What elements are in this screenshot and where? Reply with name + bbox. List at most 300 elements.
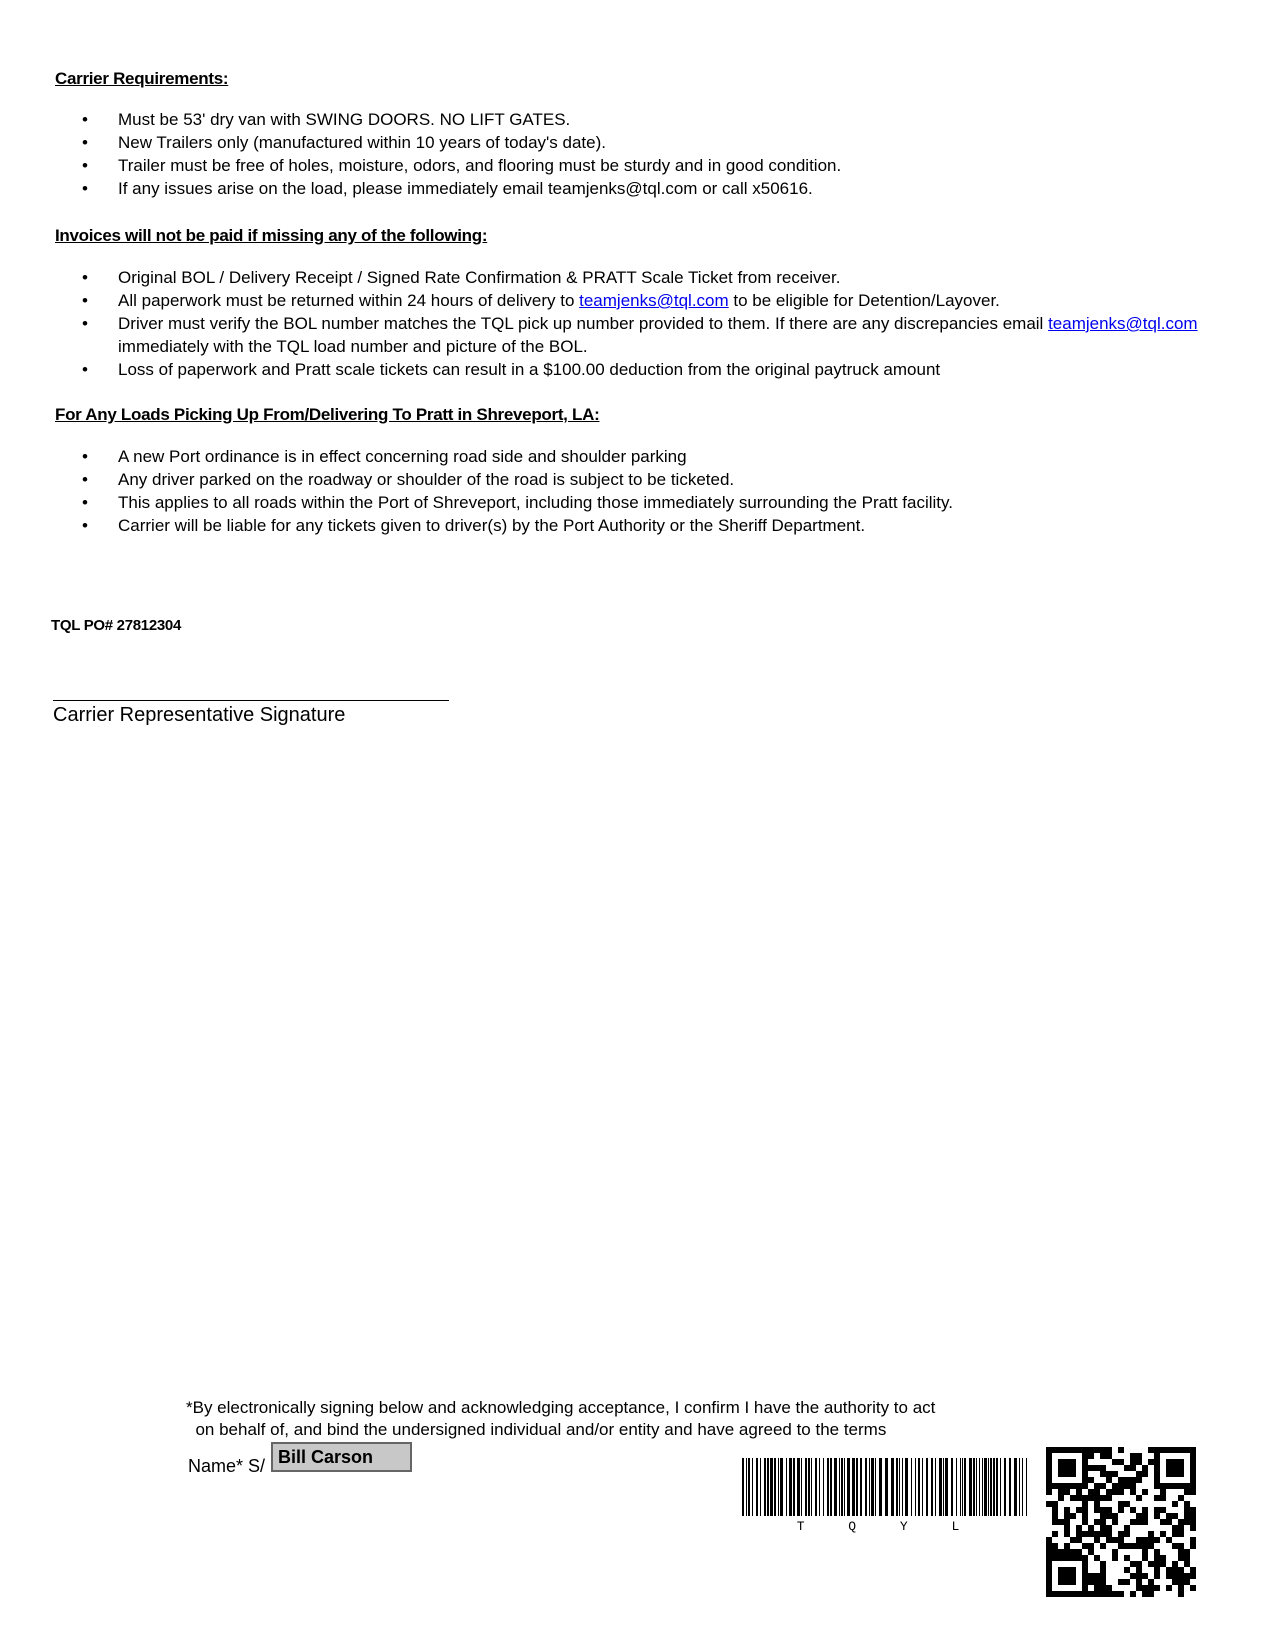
qr-module <box>1112 1489 1118 1495</box>
qr-module <box>1088 1453 1094 1459</box>
qr-module <box>1172 1459 1178 1465</box>
qr-module <box>1184 1573 1190 1579</box>
barcode-bar <box>875 1458 876 1516</box>
qr-module <box>1190 1471 1196 1477</box>
qr-module <box>1058 1567 1064 1573</box>
qr-module <box>1046 1555 1052 1561</box>
qr-module <box>1160 1507 1166 1513</box>
email-link[interactable]: teamjenks@tql.com <box>579 291 729 310</box>
qr-module <box>1112 1483 1118 1489</box>
qr-module <box>1082 1519 1088 1525</box>
qr-module <box>1184 1561 1190 1567</box>
qr-module <box>1136 1543 1142 1549</box>
qr-module <box>1076 1507 1082 1513</box>
invoices-list <box>82 266 1275 381</box>
barcode-bar <box>789 1458 792 1516</box>
qr-module <box>1154 1549 1160 1555</box>
qr-module <box>1154 1507 1160 1513</box>
barcode-bar <box>748 1458 750 1516</box>
qr-module <box>1064 1555 1070 1561</box>
qr-module <box>1046 1501 1052 1507</box>
qr-module <box>1046 1579 1052 1585</box>
qr-module <box>1172 1483 1178 1489</box>
barcode-bar <box>984 1458 987 1516</box>
qr-module <box>1106 1489 1112 1495</box>
qr-module <box>1172 1513 1178 1519</box>
qr-module <box>1106 1453 1112 1459</box>
invoices-heading: Invoices will not be paid if missing any of the following: <box>55 226 488 245</box>
qr-module <box>1136 1537 1142 1543</box>
qr-module <box>1094 1573 1100 1579</box>
qr-module <box>1118 1477 1124 1483</box>
barcode-bar <box>926 1458 928 1516</box>
qr-module <box>1184 1507 1190 1513</box>
qr-module <box>1058 1447 1064 1453</box>
qr-module <box>1046 1483 1052 1489</box>
qr-module <box>1130 1459 1136 1465</box>
barcode-bar <box>973 1458 975 1516</box>
qr-module <box>1160 1555 1166 1561</box>
qr-module <box>1130 1573 1136 1579</box>
barcode-bar <box>746 1458 747 1516</box>
barcode-bar <box>778 1458 779 1516</box>
barcode-bar <box>805 1458 807 1516</box>
qr-module <box>1070 1573 1076 1579</box>
qr-module <box>1160 1447 1166 1453</box>
qr-module <box>1172 1567 1178 1573</box>
qr-module <box>1082 1531 1088 1537</box>
qr-module <box>1148 1579 1154 1585</box>
qr-module <box>1166 1483 1172 1489</box>
barcode-bar <box>1014 1458 1017 1516</box>
barcode-bar <box>902 1458 903 1516</box>
qr-module <box>1094 1555 1100 1561</box>
qr-module <box>1142 1585 1148 1591</box>
qr-module <box>1178 1531 1184 1537</box>
qr-module <box>1142 1489 1148 1495</box>
qr-module <box>1142 1573 1148 1579</box>
barcode-bar <box>911 1458 912 1516</box>
qr-module <box>1076 1531 1082 1537</box>
qr-module <box>1160 1531 1166 1537</box>
qr-module <box>1124 1567 1130 1573</box>
qr-module <box>1178 1483 1184 1489</box>
signature-label: Carrier Representative Signature <box>53 704 346 726</box>
barcode-bar <box>891 1458 894 1516</box>
qr-module <box>1112 1471 1118 1477</box>
qr-module <box>1094 1507 1100 1513</box>
qr-module <box>1100 1591 1106 1597</box>
list-item: • Driver must verify the BOL number matches the TQL pick up number provided to them. If there are any discrepancies email teamjenks@tql.com immediately with the TQL load number and picture of the BOL. <box>82 312 1275 358</box>
barcode-bar <box>993 1458 995 1516</box>
qr-module <box>1058 1573 1064 1579</box>
qr-module <box>1082 1513 1088 1519</box>
name-label: Name* S/ <box>188 1456 266 1476</box>
qr-module <box>1046 1561 1052 1567</box>
list-item: • A new Port ordinance is in effect concerning road side and shoulder parking <box>82 445 953 468</box>
qr-module <box>1064 1573 1070 1579</box>
qr-module <box>1184 1579 1190 1585</box>
qr-module <box>1076 1537 1082 1543</box>
qr-module <box>1142 1537 1148 1543</box>
qr-module <box>1136 1459 1142 1465</box>
qr-module <box>1100 1507 1106 1513</box>
qr-module <box>1064 1489 1070 1495</box>
barcode-bar <box>922 1458 923 1516</box>
qr-module <box>1046 1459 1052 1465</box>
qr-module <box>1154 1459 1160 1465</box>
qr-module <box>1136 1513 1142 1519</box>
qr-module <box>1070 1459 1076 1465</box>
barcode-bar <box>830 1458 832 1516</box>
barcode-bar <box>844 1458 845 1516</box>
qr-module <box>1064 1549 1070 1555</box>
barcode-bar <box>811 1458 812 1516</box>
qr-module <box>1172 1501 1178 1507</box>
qr-module <box>1064 1447 1070 1453</box>
qr-module <box>1058 1549 1064 1555</box>
qr-module <box>1136 1567 1142 1573</box>
name-signature-field[interactable]: Bill Carson <box>271 1442 412 1472</box>
qr-module <box>1082 1477 1088 1483</box>
qr-module <box>1166 1513 1172 1519</box>
barcode-bar <box>988 1458 989 1516</box>
qr-module <box>1082 1585 1088 1591</box>
qr-module <box>1118 1501 1124 1507</box>
qr-module <box>1148 1459 1154 1465</box>
qr-module <box>1046 1567 1052 1573</box>
qr-module <box>1190 1519 1196 1525</box>
qr-module <box>1070 1555 1076 1561</box>
barcode-bar <box>1026 1458 1027 1516</box>
qr-module <box>1190 1483 1196 1489</box>
qr-module <box>1112 1591 1118 1597</box>
qr-module <box>1082 1591 1088 1597</box>
barcode-bar <box>899 1458 900 1516</box>
qr-module <box>1184 1489 1190 1495</box>
qr-module <box>1064 1507 1070 1513</box>
qr-module <box>1166 1567 1172 1573</box>
qr-module <box>1124 1483 1130 1489</box>
qr-module <box>1082 1573 1088 1579</box>
qr-module <box>1106 1507 1112 1513</box>
qr-module <box>1112 1537 1118 1543</box>
qr-module <box>1106 1495 1112 1501</box>
qr-module <box>1166 1537 1172 1543</box>
qr-module <box>1088 1591 1094 1597</box>
qr-module <box>1124 1525 1130 1531</box>
qr-module <box>1124 1579 1130 1585</box>
qr-module <box>1172 1579 1178 1585</box>
barcode-bar <box>951 1458 953 1516</box>
qr-module <box>1046 1549 1052 1555</box>
qr-module <box>1166 1465 1172 1471</box>
qr-module <box>1082 1459 1088 1465</box>
qr-module <box>1178 1465 1184 1471</box>
qr-module <box>1118 1537 1124 1543</box>
barcode-bar <box>979 1458 980 1516</box>
qr-module <box>1142 1555 1148 1561</box>
qr-module <box>1160 1519 1166 1525</box>
barcode-bar <box>956 1458 957 1516</box>
qr-module <box>1076 1495 1082 1501</box>
qr-module <box>1178 1471 1184 1477</box>
qr-module <box>1148 1591 1154 1597</box>
qr-module <box>1148 1531 1154 1537</box>
barcode-bar <box>865 1458 867 1516</box>
qr-module <box>1112 1555 1118 1561</box>
qr-module <box>1064 1519 1070 1525</box>
qr-module <box>1178 1519 1184 1525</box>
barcode-bar <box>839 1458 840 1516</box>
qr-module <box>1100 1465 1106 1471</box>
barcode-bar <box>996 1458 998 1516</box>
qr-module <box>1142 1471 1148 1477</box>
barcode-bar <box>793 1458 795 1516</box>
qr-module <box>1118 1591 1124 1597</box>
qr-module <box>1064 1471 1070 1477</box>
barcode-bar <box>869 1458 870 1516</box>
qr-module <box>1190 1513 1196 1519</box>
qr-module <box>1094 1585 1100 1591</box>
qr-module <box>1058 1519 1064 1525</box>
qr-module <box>1100 1513 1106 1519</box>
barcode-bar <box>764 1458 766 1516</box>
barcode-bar <box>931 1458 933 1516</box>
barcode-bar <box>815 1458 817 1516</box>
barcode-bar <box>752 1458 753 1516</box>
qr-module <box>1106 1477 1112 1483</box>
qr-module <box>1046 1471 1052 1477</box>
qr-module <box>1094 1447 1100 1453</box>
qr-module <box>1088 1579 1094 1585</box>
barcode-bar <box>879 1458 882 1516</box>
qr-module <box>1100 1483 1106 1489</box>
qr-module <box>1064 1567 1070 1573</box>
qr-module <box>1064 1543 1070 1549</box>
qr-module <box>1106 1471 1112 1477</box>
qr-module <box>1178 1579 1184 1585</box>
qr-module <box>1184 1549 1190 1555</box>
barcode-bar <box>801 1458 802 1516</box>
qr-module <box>1094 1537 1100 1543</box>
qr-module <box>1160 1489 1166 1495</box>
barcode-bar <box>819 1458 820 1516</box>
qr-module <box>1070 1483 1076 1489</box>
barcode-bar <box>915 1458 916 1516</box>
qr-module <box>1130 1543 1136 1549</box>
qr-module <box>1070 1591 1076 1597</box>
qr-module <box>1190 1525 1196 1531</box>
qr-module <box>1190 1453 1196 1459</box>
qr-module <box>1136 1561 1142 1567</box>
qr-module <box>1082 1543 1088 1549</box>
qr-module <box>1052 1555 1058 1561</box>
qr-module <box>1184 1519 1190 1525</box>
qr-module <box>1082 1495 1088 1501</box>
qr-module <box>1172 1531 1178 1537</box>
qr-module <box>1058 1489 1064 1495</box>
qr-module <box>1070 1513 1076 1519</box>
qr-module <box>1100 1543 1106 1549</box>
qr-module <box>1190 1543 1196 1549</box>
qr-module <box>1124 1501 1130 1507</box>
qr-module <box>1094 1495 1100 1501</box>
qr-module <box>1142 1513 1148 1519</box>
qr-module <box>1124 1465 1130 1471</box>
qr-module <box>1184 1513 1190 1519</box>
acknowledgement-text: *By electronically signing below and acknowledging acceptance, I confirm I have the authority to act on behalf of, and bind the undersigned individual and/or entity and have agreed to the terms <box>186 1398 936 1439</box>
qr-module <box>1178 1543 1184 1549</box>
qr-module <box>1178 1555 1184 1561</box>
qr-module <box>1076 1483 1082 1489</box>
qr-module <box>1046 1477 1052 1483</box>
qr-module <box>1148 1585 1154 1591</box>
barcode-bar <box>896 1458 898 1516</box>
barcode-bar <box>760 1458 761 1516</box>
pratt-shreveport-heading: For Any Loads Picking Up From/Delivering To Pratt in Shreveport, LA: <box>55 405 600 424</box>
qr-module <box>1064 1525 1070 1531</box>
qr-module <box>1088 1489 1094 1495</box>
qr-module <box>1190 1573 1196 1579</box>
qr-module <box>1172 1543 1178 1549</box>
qr-module <box>1190 1537 1196 1543</box>
qr-module <box>1142 1507 1148 1513</box>
qr-module <box>1088 1477 1094 1483</box>
qr-module <box>1118 1507 1124 1513</box>
list-item: • All paperwork must be returned within 24 hours of delivery to teamjenks@tql.com to be eligible for Detention/Layover. <box>82 289 1275 312</box>
qr-module <box>1190 1567 1196 1573</box>
qr-module <box>1088 1543 1094 1549</box>
qr-module <box>1058 1483 1064 1489</box>
barcode-bars <box>742 1458 1027 1516</box>
barcode-bar <box>1022 1458 1023 1516</box>
carrier-requirements-list <box>82 108 841 200</box>
qr-module <box>1178 1447 1184 1453</box>
qr-module <box>1154 1561 1160 1567</box>
qr-module <box>1136 1453 1142 1459</box>
qr-module <box>1082 1501 1088 1507</box>
qr-module <box>1094 1579 1100 1585</box>
barcode-bar <box>860 1458 862 1516</box>
list-item: • New Trailers only (manufactured within 10 years of today's date). <box>82 131 841 154</box>
qr-module <box>1172 1561 1178 1567</box>
email-link[interactable]: teamjenks@tql.com <box>1048 314 1198 333</box>
qr-module <box>1130 1591 1136 1597</box>
qr-module <box>1118 1543 1124 1549</box>
barcode <box>742 1458 1032 1534</box>
qr-module <box>1082 1465 1088 1471</box>
qr-module <box>1190 1507 1196 1513</box>
qr-module <box>1082 1561 1088 1567</box>
qr-module <box>1130 1519 1136 1525</box>
qr-module <box>1088 1549 1094 1555</box>
qr-module <box>1082 1579 1088 1585</box>
qr-module <box>1190 1477 1196 1483</box>
qr-module <box>1166 1573 1172 1579</box>
qr-module <box>1130 1489 1136 1495</box>
qr-module <box>1106 1531 1112 1537</box>
qr-module <box>1100 1579 1106 1585</box>
qr-module <box>1154 1567 1160 1573</box>
qr-module <box>1178 1525 1184 1531</box>
qr-module <box>1082 1453 1088 1459</box>
qr-module <box>1166 1585 1172 1591</box>
barcode-bar <box>770 1458 773 1516</box>
qr-module <box>1190 1459 1196 1465</box>
barcode-bar <box>964 1458 966 1516</box>
qr-module <box>1052 1483 1058 1489</box>
barcode-bar <box>856 1458 858 1516</box>
qr-module <box>1106 1585 1112 1591</box>
qr-module <box>1082 1483 1088 1489</box>
qr-module <box>1172 1525 1178 1531</box>
qr-module <box>1064 1483 1070 1489</box>
signature-line <box>53 700 449 701</box>
po-number: TQL PO# 27812304 <box>51 617 182 634</box>
barcode-bar <box>1009 1458 1011 1516</box>
barcode-bar <box>841 1458 843 1516</box>
carrier-requirements-heading: Carrier Requirements: <box>55 69 229 88</box>
qr-module <box>1052 1513 1058 1519</box>
barcode-bar <box>808 1458 810 1516</box>
barcode-bar <box>797 1458 800 1516</box>
qr-module <box>1100 1573 1106 1579</box>
qr-module <box>1184 1447 1190 1453</box>
qr-module <box>1106 1591 1112 1597</box>
qr-module <box>1076 1591 1082 1597</box>
qr-module <box>1154 1555 1160 1561</box>
pratt-shreveport-list <box>82 445 953 537</box>
barcode-bar <box>982 1458 983 1516</box>
qr-module <box>1124 1555 1130 1561</box>
barcode-bar <box>935 1458 936 1516</box>
list-item: • Loss of paperwork and Pratt scale tickets can result in a $100.00 deduction from the original paytruck amount <box>82 358 1275 381</box>
list-item: • Trailer must be free of holes, moisture, odors, and flooring must be sturdy and in good condition. <box>82 154 841 177</box>
qr-module <box>1052 1549 1058 1555</box>
barcode-text: T Q Y L <box>796 1519 978 1534</box>
barcode-bar <box>786 1458 787 1516</box>
qr-module <box>1124 1477 1130 1483</box>
qr-module <box>1046 1537 1052 1543</box>
qr-module <box>1052 1591 1058 1597</box>
list-item: • Carrier will be liable for any tickets given to driver(s) by the Port Authority or the Sheriff Department. <box>82 514 953 537</box>
qr-module <box>1046 1585 1052 1591</box>
list-item: • If any issues arise on the load, please immediately email teamjenks@tql.com or call x50616. <box>82 177 841 200</box>
qr-module <box>1082 1555 1088 1561</box>
barcode-bar <box>960 1458 961 1516</box>
qr-module <box>1094 1489 1100 1495</box>
qr-module <box>1094 1531 1100 1537</box>
barcode-bar <box>962 1458 963 1516</box>
qr-module <box>1094 1501 1100 1507</box>
qr-module <box>1046 1465 1052 1471</box>
qr-module <box>1052 1519 1058 1525</box>
qr-module <box>1100 1585 1106 1591</box>
qr-module <box>1100 1561 1106 1567</box>
qr-module <box>1142 1543 1148 1549</box>
qr-module <box>1058 1459 1064 1465</box>
qr-module <box>1112 1513 1118 1519</box>
qr-module <box>1064 1531 1070 1537</box>
list-item: • Original BOL / Delivery Receipt / Signed Rate Confirmation & PRATT Scale Ticket from receiver. <box>82 266 1275 289</box>
qr-module <box>1058 1495 1064 1501</box>
barcode-bar <box>742 1458 744 1516</box>
qr-module <box>1124 1531 1130 1537</box>
qr-module <box>1166 1447 1172 1453</box>
qr-module <box>1082 1507 1088 1513</box>
qr-module <box>1148 1543 1154 1549</box>
